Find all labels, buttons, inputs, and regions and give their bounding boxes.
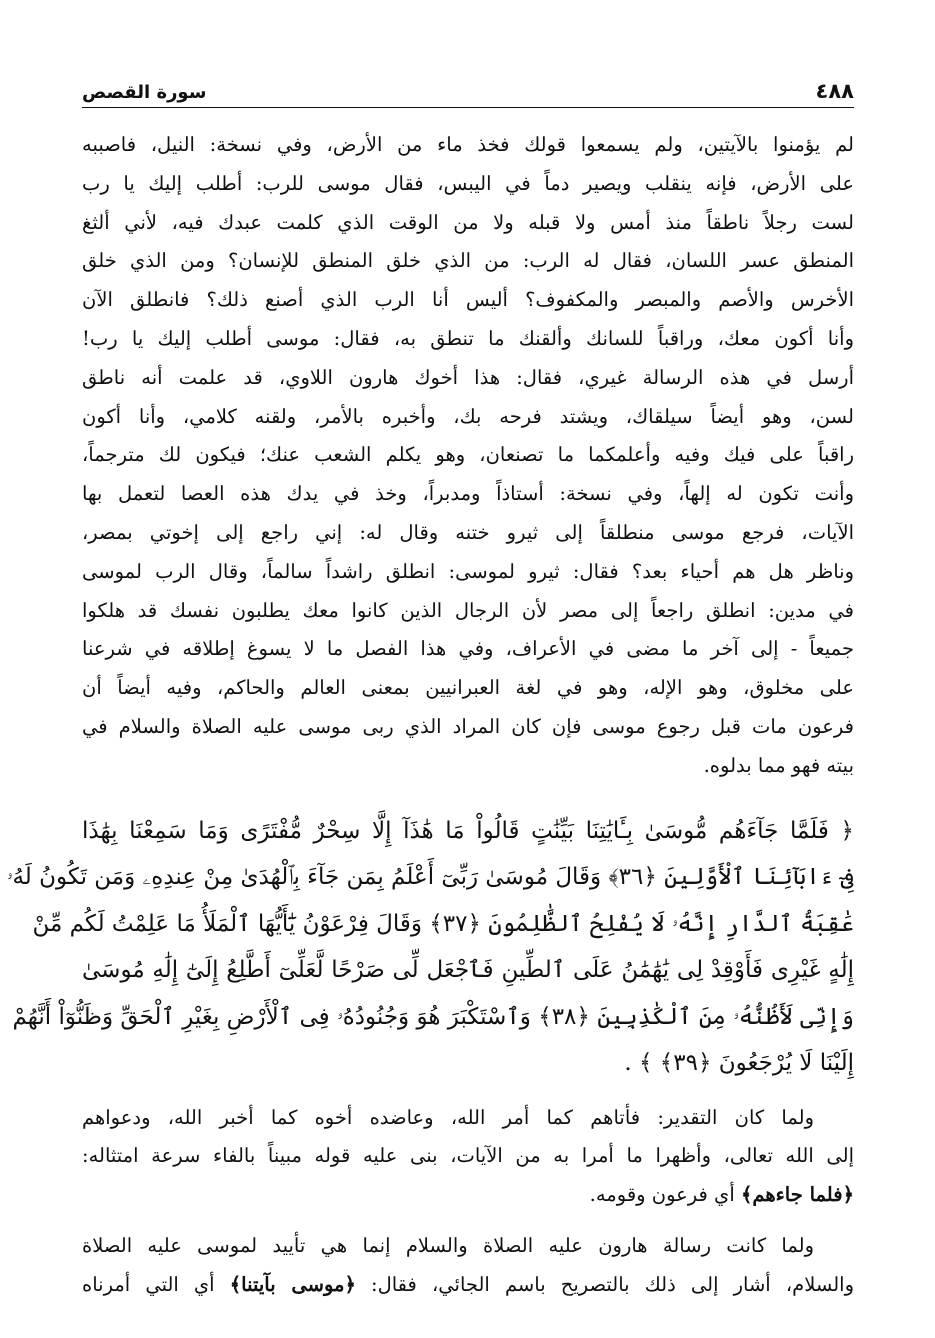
text-line: الأخرس والأصم والمبصر والمكفوف؟ أليس أنا الرب الذي أصنع ذلك؟ فانطلق الآن xyxy=(82,288,854,312)
text-line: وأنا أكون معك، وراقباً للسانك وألقنك ما تنطق به، فقال: موسى أطلب إليك يا رب! xyxy=(82,326,854,350)
page-number: ٤٨٨ xyxy=(815,79,854,103)
text-fragment: أي التي أمرناه xyxy=(82,1272,230,1296)
text-fragment: أي فرعون وقومه. xyxy=(589,1183,741,1207)
text-line: راقباً على فيك وفيه وأعلمكما ما تصنعان، وهو يكلم الشعب عنك؛ فيكون لك مترجماً، xyxy=(82,443,854,467)
text-line xyxy=(82,1266,854,1305)
text-line: المنطق عسر اللسان، فقال له الرب: من الذي خلق المنطق للإنسان؟ ومن الذي خلق xyxy=(82,249,854,273)
surah-title: سورة القصص xyxy=(82,82,207,103)
text-line: بيته فهو مما بدلوه. xyxy=(703,753,854,777)
text-line: لسن، وهو أيضاً سيلقاك، ويشتد فرحه بك، وأخبره بالأمر، ولقنه كلامي، وأنا أكون xyxy=(82,404,854,428)
text-line: الآيات، فرجع موسى منطلقاً إلى ثيرو ختنه وقال له: إني راجع إلى إخوتي بمصر، xyxy=(82,520,854,544)
text-line: أرسل في هذه الرسالة غيري، فقال: هذا أخوك هارون اللاوي، قد علمت أنه ناطق xyxy=(82,365,854,389)
text-line: لست رجلاً ناطقاً منذ أمس ولا قبله ولا من الوقت الذي كلمت عبدك فيه، لأني ألثغ xyxy=(82,210,854,234)
quran-line: ﴿ فَلَمَّا جَآءَهُم مُّوسَىٰ بِـَٔايَٰتِنَا بَيِّنَٰتٍ قَالُواْ مَا هَٰذَآ إِلَّا سِحْرٌ مُّفْتَرًى وَمَا سَمِعْنَا بِهَٰذَا xyxy=(82,817,854,844)
commentary-paragraph-3 xyxy=(82,1227,854,1305)
text-line: على مخلوق، وهو الإله، وهو في لغة العبرانيين بمعنى العالم والحاكم، وفيه أيضاً أن xyxy=(82,676,854,700)
text-line: لم يؤمنوا بالآيتين، ولم يسمعوا قولك فخذ ماء من الأرض، وفي نسخة: النيل، فاصببه xyxy=(82,133,854,156)
bold-quote: ﴿فلما جاءهم﴾ xyxy=(740,1183,854,1207)
text-line: على الأرض، فإنه ينقلب ويصير دماً في اليبس، فقال موسى للرب: أطلب إليك يا رب xyxy=(82,171,854,195)
paragraph-gap xyxy=(82,1215,854,1227)
book-page xyxy=(6,78,854,1318)
text-fragment: والسلام، أشار إلى ذلك بالتصريح باسم الجائي، فقال: xyxy=(355,1272,854,1296)
text-line: إلى الله تعالى، وأظهرا ما أمرا به من الآيات، بنى عليه قوله مبيناً بالفاء سرعة امتثاله: xyxy=(82,1144,854,1168)
text-line: جميعاً - إلى آخر ما مضى في الأعراف، وفي هذا الفصل ما لا يسوغ إطلاقه في شرعنا xyxy=(82,637,854,661)
commentary-paragraph-1 xyxy=(82,126,854,786)
quran-line: وَإِنِّى لَأَظُنُّهُۥ مِنَ ٱلْكَٰذِبِينَ ﴿٣٨﴾ وَٱسْتَكْبَرَ هُوَ وَجُنُودُهُۥ فِى ٱلْأَرْضِ بِغَيْرِ ٱلْحَقِّ وَظَنُّوٓاْ أَنَّهُمْ xyxy=(12,1003,854,1030)
bold-quote: ﴿موسى بآيتنا﴾ xyxy=(229,1272,356,1296)
quran-line: إِلَيْنَا لَا يُرْجَعُونَ ﴿٣٩﴾ ﴾ . xyxy=(624,1050,854,1077)
quran-line: عَٰقِبَةُ ٱلدَّارِ إِنَّهُۥ لَا يُفْلِحُ ٱلظَّٰلِمُونَ ﴿٣٧﴾ وَقَالَ فِرْعَوْنُ يَٰٓأَيُّهَا ٱلْمَلَأُ مَا عَلِمْتُ لَكُم مِّنْ xyxy=(32,910,854,937)
commentary-paragraph-2 xyxy=(82,1099,854,1215)
text-line: في مدين: انطلق راجعاً إلى مصر لأن الرجال الذين كانوا معك يطلبون نفسك قد هلكوا xyxy=(82,598,854,622)
page-header xyxy=(82,78,854,108)
text-line: فرعون مات قبل رجوع موسى فإن كان المراد الذي ربى موسى عليه الصلاة والسلام في xyxy=(82,714,854,738)
quran-verses xyxy=(6,808,854,1087)
text-line xyxy=(82,1176,854,1215)
text-line: وأنت تكون له إلهاً، وفي نسخة: أستاذاً ومدبراً، وخذ في يدك هذه العصا لتعمل بها xyxy=(82,482,854,506)
quran-line: إِلَٰهٍ غَيْرِى فَأَوْقِدْ لِى يَٰهَٰمَٰنُ عَلَى ٱلطِّينِ فَٱجْعَل لِّى صَرْحًا لَّعَلِّىٓ أَطَّلِعُ إِلَىٰٓ إِلَٰهِ مُوسَىٰ xyxy=(82,957,854,984)
text-line: ولما كان التقدير: فأتاهم كما أمر الله، وعاضده أخوه كما أخبر الله، ودعواهم xyxy=(82,1105,814,1129)
text-line: ولما كانت رسالة هارون عليه الصلاة والسلام إنما هي تأييد لموسى عليه الصلاة xyxy=(82,1233,814,1257)
quran-line: فِىٓ ءَابَآئِنَا ٱلْأَوَّلِينَ ﴿٣٦﴾ وَقَالَ مُوسَىٰ رَبِّىٓ أَعْلَمُ بِمَن جَآءَ بِٱلْهُدَىٰ مِنْ عِندِهِۦ وَمَن تَكُونُ لَهُۥ xyxy=(6,864,854,891)
text-line: وناظر هل هم أحياء بعد؟ فقال: ثيرو لموسى: انطلق راشداً سالماً، وقال الرب لموسى xyxy=(82,559,854,583)
